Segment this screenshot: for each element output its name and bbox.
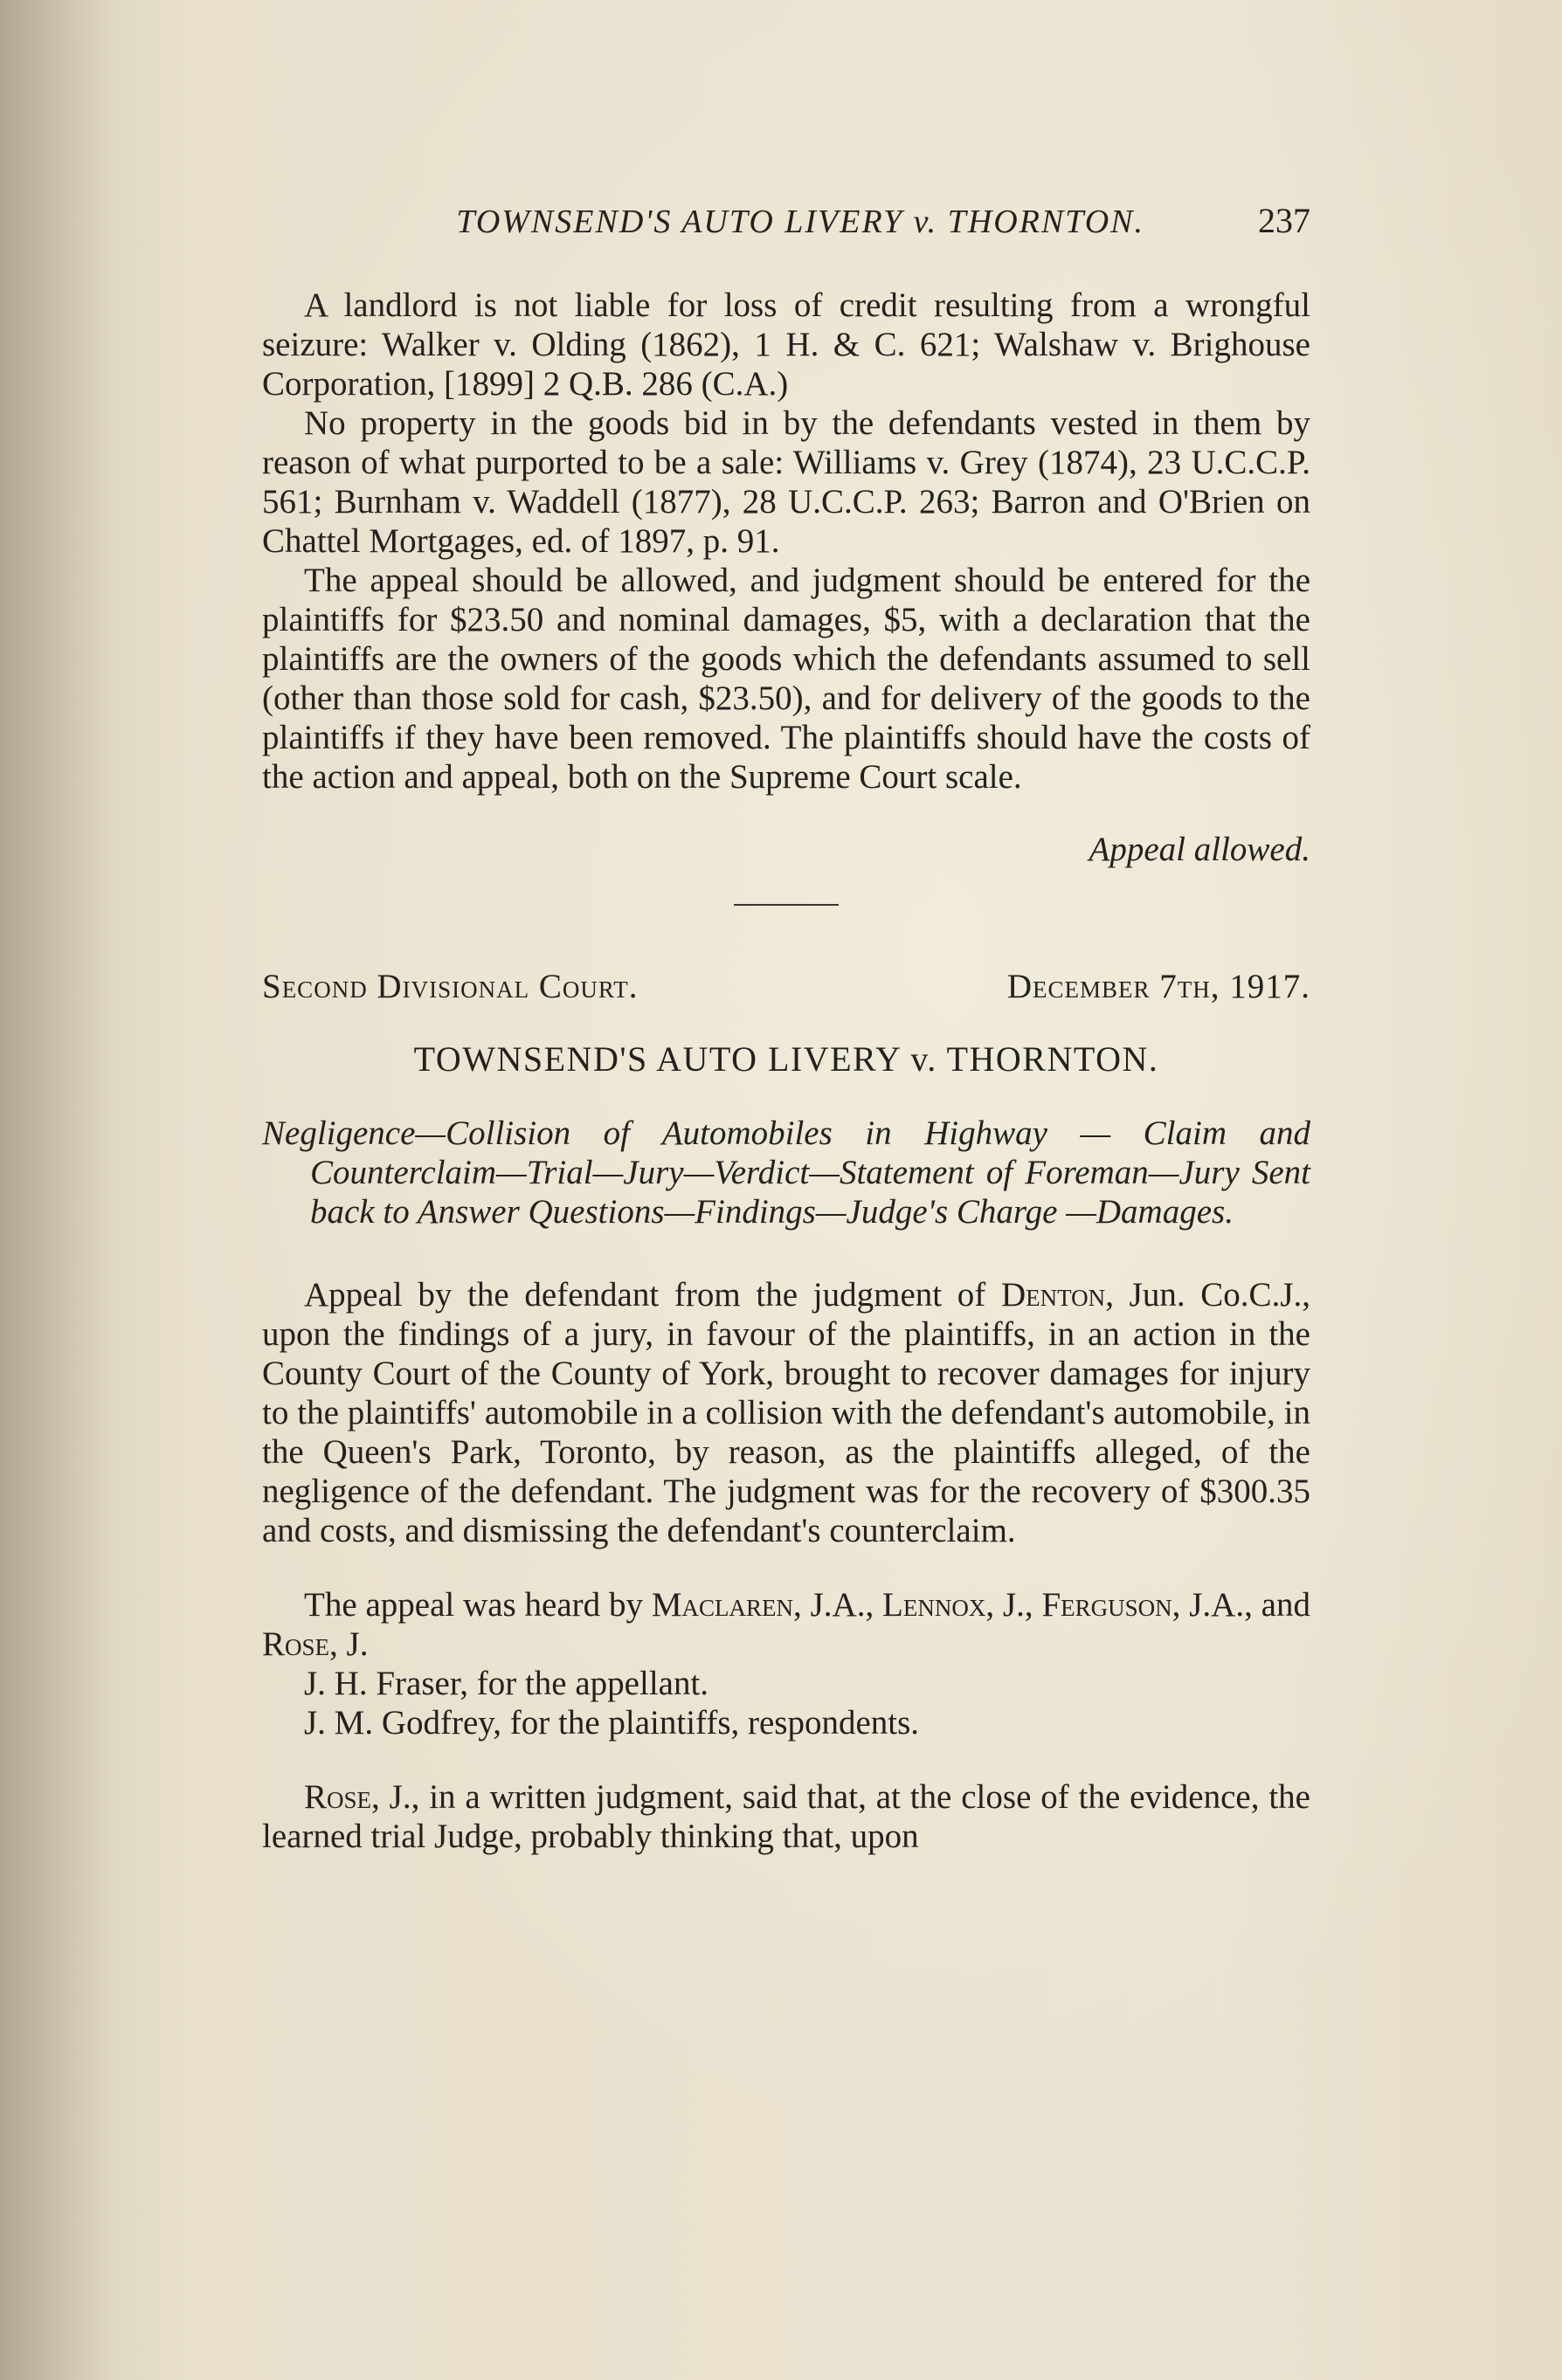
appeal-text-start: Appeal by the defendant from the judgment of: [304, 1276, 1002, 1314]
judge-rose: Rose: [262, 1625, 330, 1663]
spacer: [262, 1550, 1310, 1585]
heard-text-sep-2: , J.,: [985, 1586, 1042, 1624]
paragraph-appeal-allowed: The appeal should be allowed, and judgment should be entered for the plaintiffs for $23.50 and nominal damages, $5, with a declaration that the plaintiffs are the owners of the goods which the defendants assumed to sell (other than those sold for cash, $23.50), and for delivery of the goods to the plaintiffs if they have been removed. The plaintiffs should have the costs of the action and appeal, both on the Supreme Court scale.: [262, 562, 1310, 796]
counsel-appellant: J. H. Fraser, for the appellant.: [304, 1665, 709, 1702]
court-date: December 7th, 1917.: [1006, 968, 1310, 1005]
case-title: TOWNSEND'S AUTO LIVERY v. THORNTON.: [413, 1039, 1159, 1079]
running-header: [262, 201, 1310, 242]
heard-text-sep-1: , J.A.,: [793, 1586, 883, 1624]
judgment-text: , J., in a written judgment, said that, at the close of the evidence, the learned trial Judge, probably thinking that, upon: [262, 1778, 1310, 1855]
heard-text-sep-3: , J.A., and: [1172, 1586, 1310, 1624]
heard-text-start: The appeal was heard by: [304, 1586, 652, 1624]
judgment-judge-name: Rose: [304, 1778, 372, 1816]
section-divider: [734, 904, 839, 906]
appeal-outcome: Appeal allowed.: [1089, 831, 1310, 868]
paragraph-property-goods: No property in the goods bid in by the defendants vested in them by reason of what purported to be a sale: Williams v. Grey (1874), 23 U.C.C.P. 561; Burnham v. Waddell (1877), 28 U.C.C.P. 263; Barron and O'Brien on Chattel Mortgages, ed. of 1897, p. 91.: [262, 404, 1310, 560]
headnote: Negligence—Collision of Automobiles in Highway — Claim and Counterclaim—Trial—Jury—Verdict—Statement of Foreman—Jury Sent back to Answer Questions—Findings—Judge's Charge —Damages.: [262, 1114, 1310, 1231]
trial-judge-name: Denton: [1001, 1276, 1106, 1314]
counsel-respondents: J. M. Godfrey, for the plaintiffs, respondents.: [304, 1704, 920, 1742]
paragraph-landlord-liability: A landlord is not liable for loss of credit resulting from a wrongful seizure: Walker v. Olding (1862), 1 H. & C. 621; Walshaw v. Brighouse Corporation, [1899] 2 Q.B. 286 (C.A.): [262, 286, 1310, 403]
page-number: 237: [1258, 201, 1310, 240]
paragraph-appeal-description: [262, 1275, 1310, 1550]
paragraph-judgment: [262, 1777, 1310, 1856]
judge-maclaren: Maclaren: [651, 1586, 794, 1624]
book-gutter-shadow: [0, 0, 114, 2380]
spacer: [262, 1742, 1310, 1777]
paragraph-heard-by: [262, 1585, 1310, 1664]
judge-ferguson: Ferguson: [1041, 1586, 1172, 1624]
court-name: Second Divisional Court.: [262, 968, 639, 1005]
text-column: [262, 201, 1310, 1856]
appeal-text-rest: , Jun. Co.C.J., upon the findings of a jury, in favour of the plaintiffs, in an action in the County Court of the County of York, brought to recover damages for injury to the plaintiffs' automobile in a collision with the defendant's automobile, in the Queen's Park, Toronto, by reason, as the plaintiffs alleged, of the negligence of the defendant. The judgment was for the recovery of $300.35 and costs, and dismissing the defendant's counterclaim.: [262, 1276, 1310, 1549]
counsel-list: [262, 1664, 1310, 1742]
heard-text-end: , J.: [329, 1625, 369, 1663]
judge-lennox: Lennox: [882, 1586, 986, 1624]
running-title: TOWNSEND'S AUTO LIVERY v. THORNTON.: [456, 204, 1144, 240]
court-line: [262, 967, 1310, 1006]
